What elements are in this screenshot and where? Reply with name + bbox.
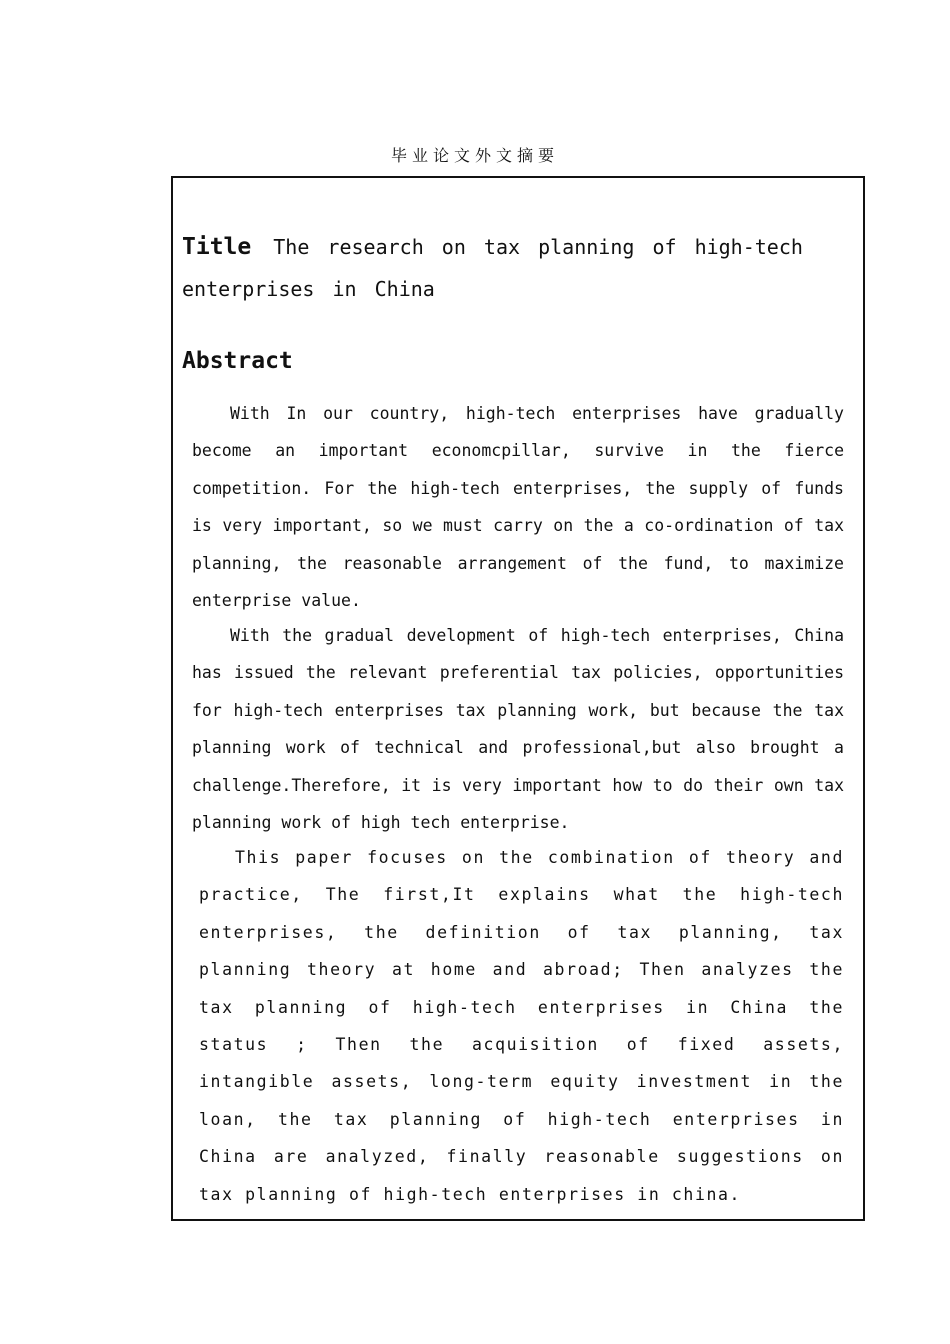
abstract-heading: Abstract: [182, 348, 293, 374]
title-block: [182, 226, 822, 310]
abstract-paragraph-2: With the gradual development of high-tech enterprises, China has issued the relevant preferential tax policies, opportunities for high-tech enterprises tax planning work, but because the tax planning work of technical and professional,but also brought a challenge.Therefore, it is very important how to do their own tax planning work of high tech enterprise.: [192, 626, 844, 833]
abstract-paragraph-3: This paper focuses on the combination of theory and practice, The first,It explains what the high-tech enterprises, the definition of tax planning, tax planning theory at home and abroad; Then analyzes the tax planning of high-tech enterprises in China the status ; Then the acquisition of fixed assets, intangible assets, long-term equity investment in the loan, the tax planning of high-tech enterprises in China are analyzed, finally reasonable suggestions on tax planning of high-tech enterprises in china.: [199, 848, 844, 1204]
page-header: 毕业论文外文摘要: [390, 146, 559, 165]
abstract-frame: [171, 176, 865, 1221]
title-label: Title: [182, 234, 252, 260]
paper-title: The research on tax planning of high-tech enterprises in China: [182, 235, 803, 301]
abstract-paragraph-1: With In our country, high-tech enterprises have gradually become an important economcpillar, survive in the fierce competition. For the high-tech enterprises, the supply of funds is very important, so we must carry on the a co-ordination of tax planning, the reasonable arrangement of the fund, to maximize enterprise value.: [192, 404, 844, 611]
